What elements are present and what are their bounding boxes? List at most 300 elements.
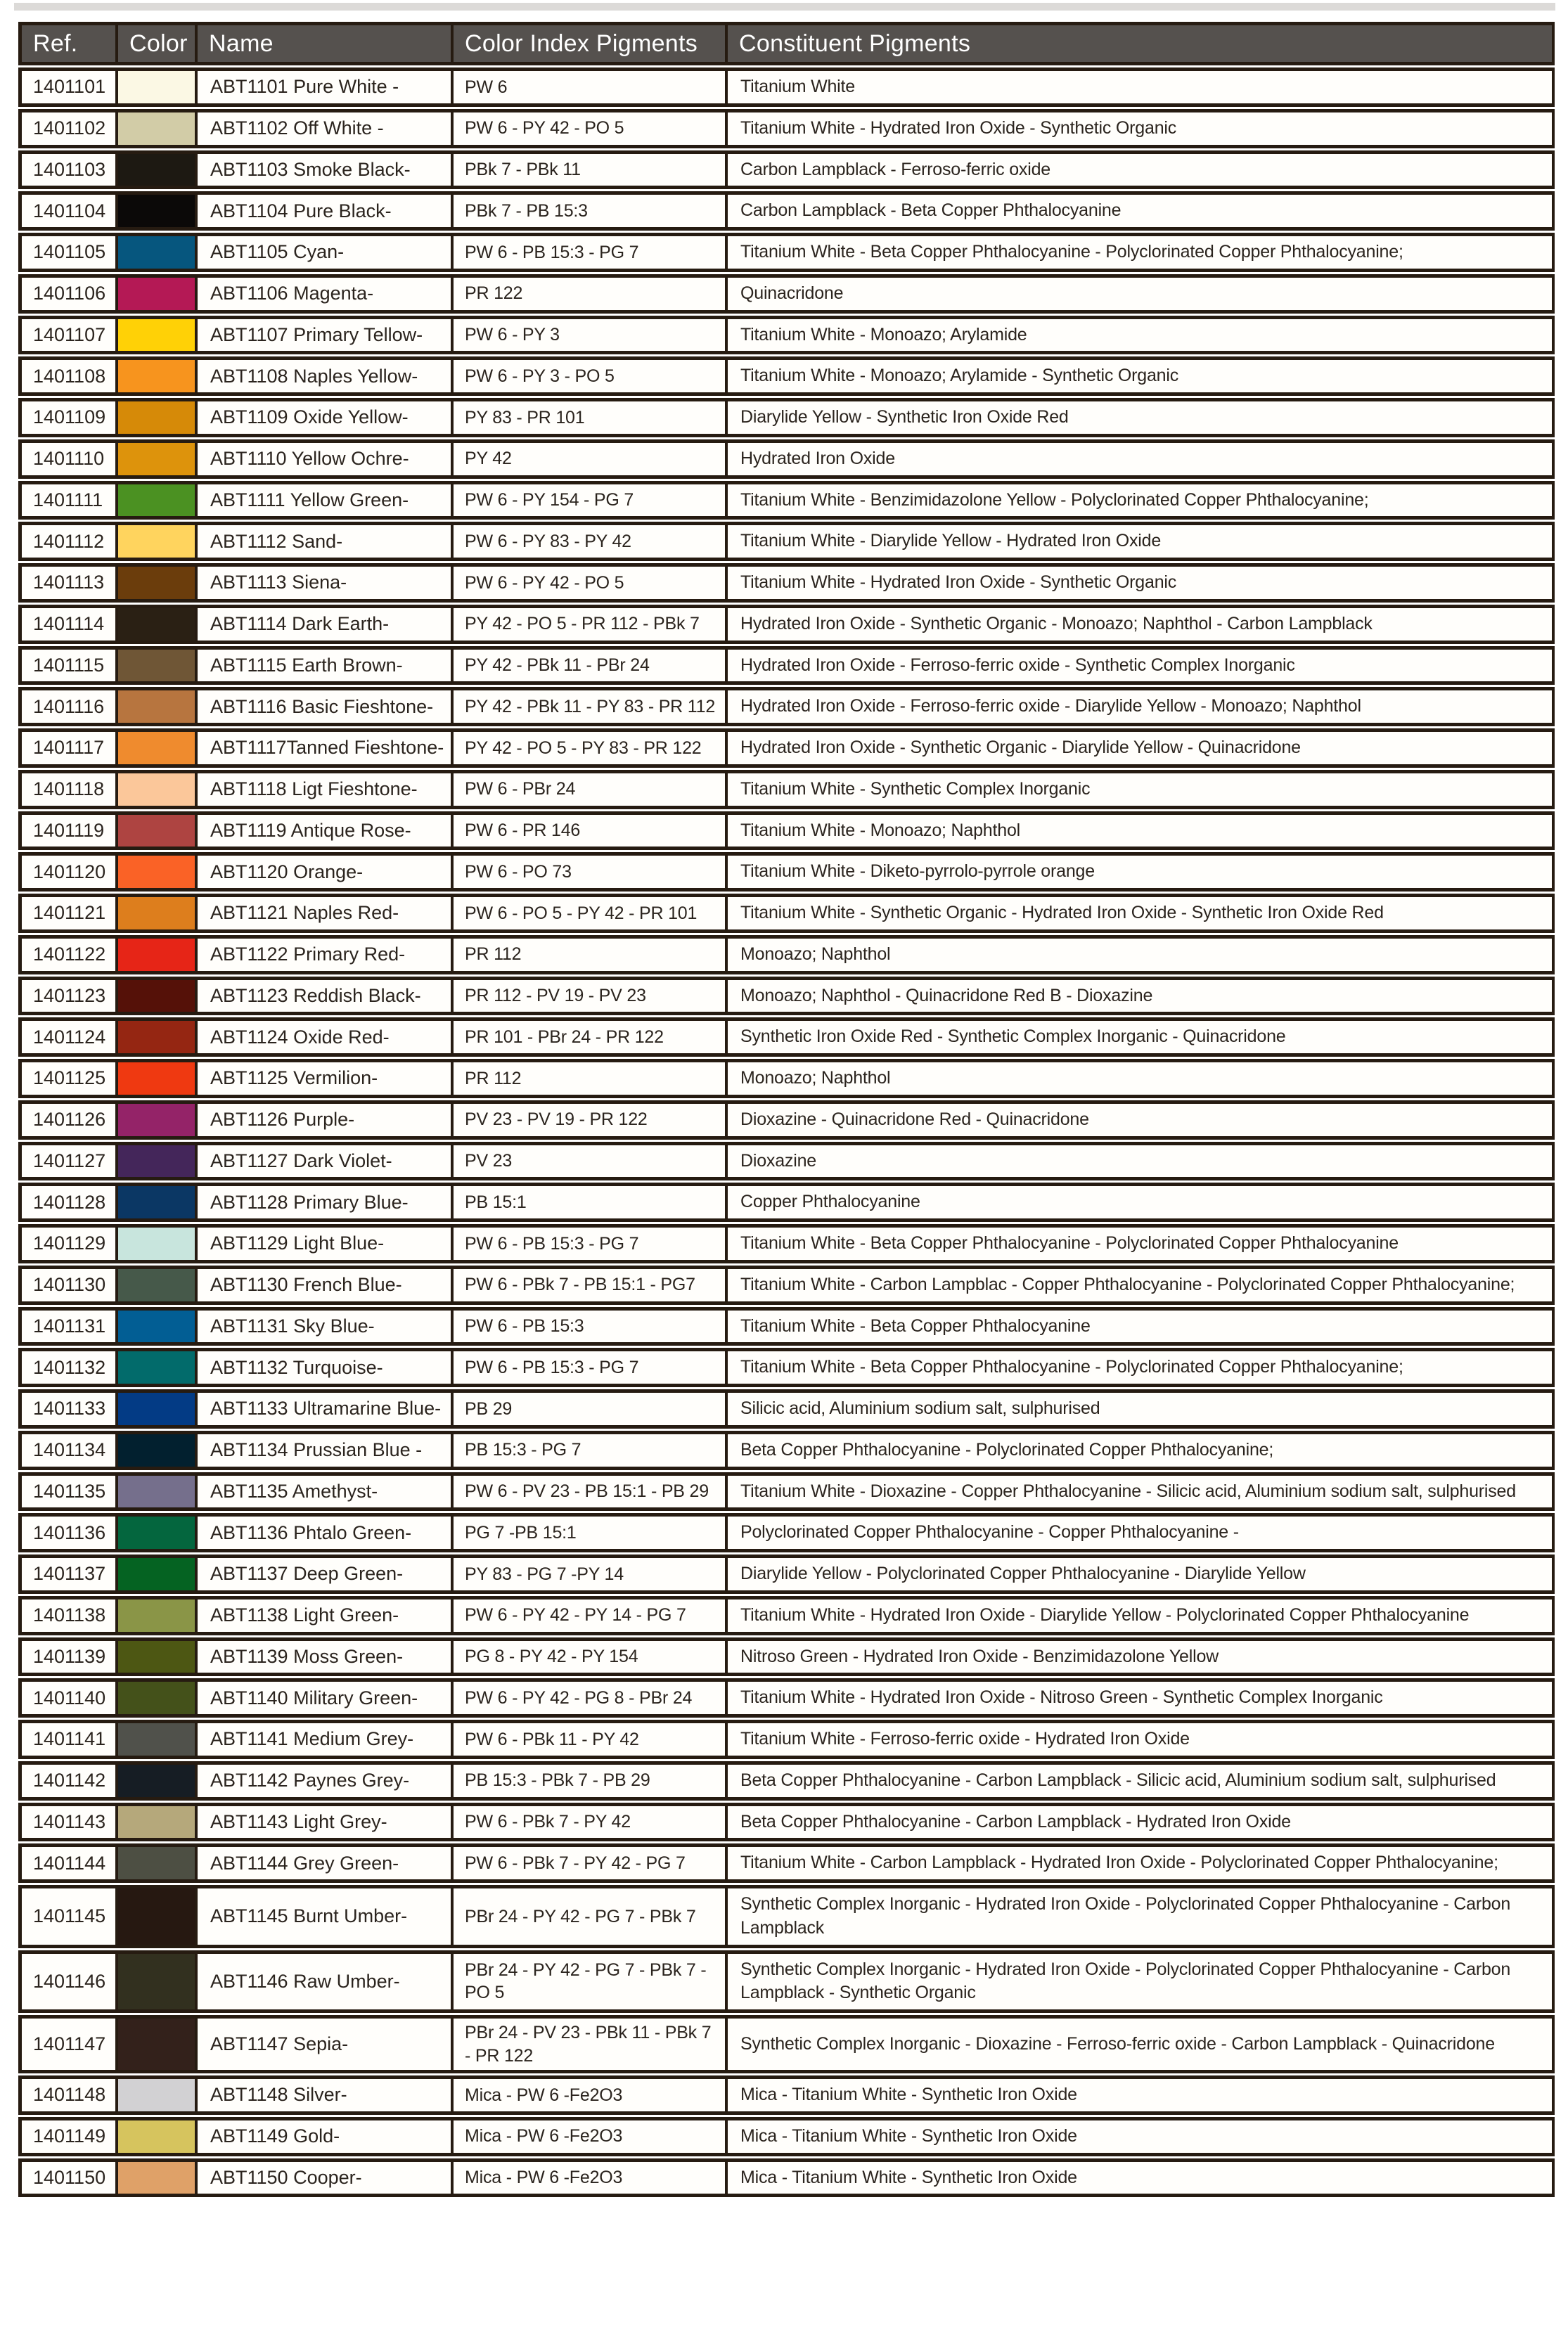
pigment-index-cell: PW 6 - PB 15:3 - PG 7 xyxy=(454,1224,728,1263)
pigment-index-cell: Mica - PW 6 -Fe2O3 xyxy=(454,2117,728,2156)
color-swatch xyxy=(118,1678,198,1718)
pigment-index-cell: PBk 7 - PBk 11 xyxy=(454,150,728,190)
table-row xyxy=(18,728,1555,768)
pigment-index-cell: PY 42 - PO 5 - PY 83 - PR 122 xyxy=(454,728,728,768)
ref-cell: 1401117 xyxy=(18,728,118,768)
pigment-index-cell: PBr 24 - PY 42 - PG 7 - PBk 7 xyxy=(454,1885,728,1948)
name-cell: ABT1125 Vermilion- xyxy=(198,1059,454,1098)
name-cell: ABT1139 Moss Green- xyxy=(198,1637,454,1677)
ref-cell: 1401150 xyxy=(18,2158,118,2198)
pigment-index-cell: PW 6 - PY 83 - PY 42 xyxy=(454,522,728,561)
name-cell: ABT1124 Oxide Red- xyxy=(198,1017,454,1057)
constituent-cell: Titanium White - Beta Copper Phthalocyanine - Polyclorinated Copper Phthalocyanine xyxy=(728,1224,1555,1263)
color-swatch xyxy=(118,1803,198,1842)
pigment-index-cell: PW 6 - PY 42 - PO 5 xyxy=(454,563,728,603)
pigment-index-cell: PW 6 - PBk 7 - PB 15:1 - PG7 xyxy=(454,1266,728,1305)
name-cell: ABT1148 Silver- xyxy=(198,2075,454,2115)
table-row xyxy=(18,1555,1555,1594)
pigment-index-cell: PW 6 - PY 3 xyxy=(454,316,728,355)
ref-cell: 1401114 xyxy=(18,605,118,644)
color-swatch xyxy=(118,191,198,231)
name-cell: ABT1141 Medium Grey- xyxy=(198,1720,454,1759)
pigment-index-cell: PY 42 xyxy=(454,439,728,479)
ref-cell: 1401144 xyxy=(18,1843,118,1883)
pigment-index-cell: Mica - PW 6 -Fe2O3 xyxy=(454,2075,728,2115)
constituent-cell: Hydrated Iron Oxide xyxy=(728,439,1555,479)
table-row xyxy=(18,1183,1555,1222)
name-cell: ABT1146 Raw Umber- xyxy=(198,1950,454,2014)
ref-cell: 1401138 xyxy=(18,1596,118,1635)
name-cell: ABT1121 Naples Red- xyxy=(198,894,454,933)
constituent-cell: Titanium White - Dioxazine - Copper Phthalocyanine - Silicic acid, Aluminium sodium salt, sulphurised xyxy=(728,1472,1555,1512)
constituent-cell: Titanium White - Benzimidazolone Yellow - Polyclorinated Copper Phthalocyanine; xyxy=(728,481,1555,520)
ref-cell: 1401106 xyxy=(18,274,118,314)
column-header-name: Name xyxy=(198,22,454,65)
constituent-cell: Hydrated Iron Oxide - Ferroso-ferric oxide - Diarylide Yellow - Monoazo; Naphthol xyxy=(728,687,1555,726)
name-cell: ABT1142 Paynes Grey- xyxy=(198,1761,454,1801)
color-swatch xyxy=(118,109,198,148)
name-cell: ABT1133 Ultramarine Blue- xyxy=(198,1389,454,1429)
column-header-color-index: Color Index Pigments xyxy=(454,22,728,65)
table-row xyxy=(18,1389,1555,1429)
ref-cell: 1401107 xyxy=(18,316,118,355)
table-row xyxy=(18,852,1555,892)
ref-cell: 1401125 xyxy=(18,1059,118,1098)
constituent-cell: Titanium White - Beta Copper Phthalocyanine - Polyclorinated Copper Phthalocyanine; xyxy=(728,233,1555,272)
pigment-index-cell: PW 6 - PY 3 - PO 5 xyxy=(454,356,728,396)
table-row xyxy=(18,1843,1555,1883)
color-swatch xyxy=(118,1017,198,1057)
constituent-cell: Copper Phthalocyanine xyxy=(728,1183,1555,1222)
color-swatch xyxy=(118,1100,198,1140)
name-cell: ABT1113 Siena- xyxy=(198,563,454,603)
color-swatch xyxy=(118,1142,198,1181)
ref-cell: 1401130 xyxy=(18,1266,118,1305)
color-swatch xyxy=(118,2117,198,2156)
constituent-cell: Carbon Lampblack - Beta Copper Phthalocyanine xyxy=(728,191,1555,231)
ref-cell: 1401127 xyxy=(18,1142,118,1181)
table-row xyxy=(18,1637,1555,1677)
table-row xyxy=(18,1348,1555,1387)
pigment-index-cell: PV 23 xyxy=(454,1142,728,1181)
column-header-color: Color xyxy=(118,22,198,65)
table-row xyxy=(18,1224,1555,1263)
name-cell: ABT1147 Sepia- xyxy=(198,2015,454,2073)
ref-cell: 1401129 xyxy=(18,1224,118,1263)
name-cell: ABT1106 Magenta- xyxy=(198,274,454,314)
constituent-cell: Hydrated Iron Oxide - Ferroso-ferric oxide - Synthetic Complex Inorganic xyxy=(728,646,1555,686)
name-cell: ABT1108 Naples Yellow- xyxy=(198,356,454,396)
table-row xyxy=(18,316,1555,355)
table-row xyxy=(18,233,1555,272)
name-cell: ABT1122 Primary Red- xyxy=(198,935,454,974)
name-cell: ABT1140 Military Green- xyxy=(198,1678,454,1718)
table-row xyxy=(18,1307,1555,1346)
name-cell: ABT1149 Gold- xyxy=(198,2117,454,2156)
name-cell: ABT1110 Yellow Ochre- xyxy=(198,439,454,479)
table-row xyxy=(18,1142,1555,1181)
ref-cell: 1401132 xyxy=(18,1348,118,1387)
color-swatch xyxy=(118,1183,198,1222)
constituent-cell: Carbon Lampblack - Ferroso-ferric oxide xyxy=(728,150,1555,190)
color-swatch xyxy=(118,274,198,314)
ref-cell: 1401122 xyxy=(18,935,118,974)
pigment-index-cell: PW 6 - PO 5 - PY 42 - PR 101 xyxy=(454,894,728,933)
constituent-cell: Titanium White - Diketo-pyrrolo-pyrrole orange xyxy=(728,852,1555,892)
constituent-cell: Titanium White - Beta Copper Phthalocyanine xyxy=(728,1307,1555,1346)
pigment-index-cell: PY 42 - PBk 11 - PBr 24 xyxy=(454,646,728,686)
table-row xyxy=(18,811,1555,851)
name-cell: ABT1107 Primary Tellow- xyxy=(198,316,454,355)
color-swatch xyxy=(118,1596,198,1635)
name-cell: ABT1136 Phtalo Green- xyxy=(198,1513,454,1552)
constituent-cell: Titanium White - Ferroso-ferric oxide - Hydrated Iron Oxide xyxy=(728,1720,1555,1759)
name-cell: ABT1127 Dark Violet- xyxy=(198,1142,454,1181)
pigment-index-cell: PW 6 - PB 15:3 - PG 7 xyxy=(454,1348,728,1387)
pigment-index-cell: PW 6 - PY 154 - PG 7 xyxy=(454,481,728,520)
pigment-index-cell: PBk 7 - PB 15:3 xyxy=(454,191,728,231)
constituent-cell: Titanium White - Monoazo; Arylamide xyxy=(728,316,1555,355)
ref-cell: 1401126 xyxy=(18,1100,118,1140)
table-row xyxy=(18,605,1555,644)
pigment-index-cell: PY 42 - PO 5 - PR 112 - PBk 7 xyxy=(454,605,728,644)
pigment-index-cell: PW 6 - PBk 11 - PY 42 xyxy=(454,1720,728,1759)
ref-cell: 1401141 xyxy=(18,1720,118,1759)
ref-cell: 1401133 xyxy=(18,1389,118,1429)
constituent-cell: Monoazo; Naphthol - Quinacridone Red B - Dioxazine xyxy=(728,977,1555,1016)
ref-cell: 1401121 xyxy=(18,894,118,933)
color-swatch xyxy=(118,1431,198,1470)
table-row xyxy=(18,1596,1555,1635)
ref-cell: 1401123 xyxy=(18,977,118,1016)
pigment-index-cell: PW 6 - PY 42 - PY 14 - PG 7 xyxy=(454,1596,728,1635)
page-top-edge-strip xyxy=(14,3,1555,11)
table-row xyxy=(18,274,1555,314)
pigment-index-cell: PY 83 - PR 101 xyxy=(454,398,728,437)
ref-cell: 1401119 xyxy=(18,811,118,851)
constituent-cell: Titanium White - Hydrated Iron Oxide - Nitroso Green - Synthetic Complex Inorganic xyxy=(728,1678,1555,1718)
ref-cell: 1401146 xyxy=(18,1950,118,2014)
color-swatch xyxy=(118,2158,198,2198)
ref-cell: 1401112 xyxy=(18,522,118,561)
ref-cell: 1401135 xyxy=(18,1472,118,1512)
table-row xyxy=(18,1885,1555,1948)
pigment-index-cell: PW 6 - PB 15:3 xyxy=(454,1307,728,1346)
color-swatch xyxy=(118,770,198,809)
color-swatch xyxy=(118,935,198,974)
table-row xyxy=(18,1761,1555,1801)
color-swatch xyxy=(118,1348,198,1387)
ref-cell: 1401115 xyxy=(18,646,118,686)
pigment-index-cell: PR 101 - PBr 24 - PR 122 xyxy=(454,1017,728,1057)
constituent-cell: Beta Copper Phthalocyanine - Polyclorinated Copper Phthalocyanine; xyxy=(728,1431,1555,1470)
table-row xyxy=(18,1720,1555,1759)
constituent-cell: Titanium White - Hydrated Iron Oxide - Diarylide Yellow - Polyclorinated Copper Phthalocyanine xyxy=(728,1596,1555,1635)
ref-cell: 1401118 xyxy=(18,770,118,809)
name-cell: ABT1145 Burnt Umber- xyxy=(198,1885,454,1948)
ref-cell: 1401120 xyxy=(18,852,118,892)
color-swatch xyxy=(118,1885,198,1948)
color-swatch xyxy=(118,67,198,107)
table-row xyxy=(18,1678,1555,1718)
constituent-cell: Titanium White - Hydrated Iron Oxide - Synthetic Organic xyxy=(728,563,1555,603)
ref-cell: 1401149 xyxy=(18,2117,118,2156)
pigment-index-cell: PB 29 xyxy=(454,1389,728,1429)
constituent-cell: Titanium White - Beta Copper Phthalocyanine - Polyclorinated Copper Phthalocyanine; xyxy=(728,1348,1555,1387)
color-swatch xyxy=(118,1720,198,1759)
color-swatch xyxy=(118,1307,198,1346)
table-row xyxy=(18,356,1555,396)
color-swatch xyxy=(118,2075,198,2115)
pigment-index-cell: PW 6 - PY 42 - PG 8 - PBr 24 xyxy=(454,1678,728,1718)
pigment-index-cell: PG 7 -PB 15:1 xyxy=(454,1513,728,1552)
color-swatch xyxy=(118,1555,198,1594)
color-swatch xyxy=(118,1950,198,2014)
color-swatch xyxy=(118,150,198,190)
name-cell: ABT1103 Smoke Black- xyxy=(198,150,454,190)
name-cell: ABT1129 Light Blue- xyxy=(198,1224,454,1263)
constituent-cell: Synthetic Complex Inorganic - Hydrated Iron Oxide - Polyclorinated Copper Phthalocyanine - Carbon Lampblack xyxy=(728,1885,1555,1948)
pigment-index-cell: PB 15:3 - PG 7 xyxy=(454,1431,728,1470)
color-swatch xyxy=(118,233,198,272)
table-row xyxy=(18,977,1555,1016)
pigment-index-cell: PW 6 - PBk 7 - PY 42 xyxy=(454,1803,728,1842)
color-swatch xyxy=(118,646,198,686)
color-swatch xyxy=(118,852,198,892)
table-row xyxy=(18,687,1555,726)
name-cell: ABT1128 Primary Blue- xyxy=(198,1183,454,1222)
color-swatch xyxy=(118,398,198,437)
ref-cell: 1401102 xyxy=(18,109,118,148)
table-row xyxy=(18,398,1555,437)
color-swatch xyxy=(118,687,198,726)
color-swatch xyxy=(118,481,198,520)
pigment-index-cell: PBr 24 - PV 23 - PBk 11 - PBk 7 - PR 122 xyxy=(454,2015,728,2073)
column-header-constituent: Constituent Pigments xyxy=(728,22,1555,65)
name-cell: ABT1132 Turquoise- xyxy=(198,1348,454,1387)
ref-cell: 1401116 xyxy=(18,687,118,726)
table-row xyxy=(18,770,1555,809)
pigment-index-cell: PY 83 - PG 7 -PY 14 xyxy=(454,1555,728,1594)
name-cell: ABT1109 Oxide Yellow- xyxy=(198,398,454,437)
name-cell: ABT1114 Dark Earth- xyxy=(198,605,454,644)
pigment-index-cell: Mica - PW 6 -Fe2O3 xyxy=(454,2158,728,2198)
color-swatch xyxy=(118,1637,198,1677)
table-row xyxy=(18,522,1555,561)
table-row xyxy=(18,1950,1555,2014)
table-row xyxy=(18,1472,1555,1512)
table-row xyxy=(18,109,1555,148)
ref-cell: 1401103 xyxy=(18,150,118,190)
constituent-cell: Dioxazine - Quinacridone Red - Quinacridone xyxy=(728,1100,1555,1140)
ref-cell: 1401140 xyxy=(18,1678,118,1718)
pigment-index-cell: PW 6 - PBk 7 - PY 42 - PG 7 xyxy=(454,1843,728,1883)
name-cell: ABT1116 Basic Fieshtone- xyxy=(198,687,454,726)
color-swatch xyxy=(118,977,198,1016)
table-row xyxy=(18,2015,1555,2073)
ref-cell: 1401108 xyxy=(18,356,118,396)
table-row xyxy=(18,191,1555,231)
table-body xyxy=(18,67,1555,2197)
name-cell: ABT1111 Yellow Green- xyxy=(198,481,454,520)
column-header-ref: Ref. xyxy=(18,22,118,65)
ref-cell: 1401113 xyxy=(18,563,118,603)
name-cell: ABT1150 Cooper- xyxy=(198,2158,454,2198)
table-header xyxy=(18,22,1555,65)
constituent-cell: Titanium White - Monoazo; Naphthol xyxy=(728,811,1555,851)
ref-cell: 1401134 xyxy=(18,1431,118,1470)
constituent-cell: Monoazo; Naphthol xyxy=(728,1059,1555,1098)
constituent-cell: Diarylide Yellow - Synthetic Iron Oxide Red xyxy=(728,398,1555,437)
constituent-cell: Titanium White - Carbon Lampblack - Hydrated Iron Oxide - Polyclorinated Copper Phthalocyanine; xyxy=(728,1843,1555,1883)
name-cell: ABT1144 Grey Green- xyxy=(198,1843,454,1883)
constituent-cell: Synthetic Complex Inorganic - Hydrated Iron Oxide - Polyclorinated Copper Phthalocyanine - Carbon Lampblack - Synthetic Organic xyxy=(728,1950,1555,2014)
color-swatch xyxy=(118,2015,198,2073)
color-swatch xyxy=(118,522,198,561)
pigment-index-cell: PR 112 - PV 19 - PV 23 xyxy=(454,977,728,1016)
pigment-index-cell: PB 15:3 - PBk 7 - PB 29 xyxy=(454,1761,728,1801)
ref-cell: 1401137 xyxy=(18,1555,118,1594)
ref-cell: 1401142 xyxy=(18,1761,118,1801)
header-row xyxy=(18,22,1555,65)
name-cell: ABT1123 Reddish Black- xyxy=(198,977,454,1016)
constituent-cell: Silicic acid, Aluminium sodium salt, sulphurised xyxy=(728,1389,1555,1429)
color-swatch xyxy=(118,1513,198,1552)
pigment-index-cell: PY 42 - PBk 11 - PY 83 - PR 112 xyxy=(454,687,728,726)
table-row xyxy=(18,646,1555,686)
ref-cell: 1401101 xyxy=(18,67,118,107)
table-row xyxy=(18,563,1555,603)
pigment-index-cell: PW 6 - PB 15:3 - PG 7 xyxy=(454,233,728,272)
name-cell: ABT1105 Cyan- xyxy=(198,233,454,272)
constituent-cell: Hydrated Iron Oxide - Synthetic Organic - Diarylide Yellow - Quinacridone xyxy=(728,728,1555,768)
ref-cell: 1401136 xyxy=(18,1513,118,1552)
table-row xyxy=(18,1431,1555,1470)
table-row xyxy=(18,1059,1555,1098)
constituent-cell: Titanium White - Synthetic Complex Inorganic xyxy=(728,770,1555,809)
name-cell: ABT1112 Sand- xyxy=(198,522,454,561)
table-row xyxy=(18,1803,1555,1842)
table-row xyxy=(18,67,1555,107)
ref-cell: 1401131 xyxy=(18,1307,118,1346)
constituent-cell: Dioxazine xyxy=(728,1142,1555,1181)
name-cell: ABT1134 Prussian Blue - xyxy=(198,1431,454,1470)
constituent-cell: Synthetic Iron Oxide Red - Synthetic Complex Inorganic - Quinacridone xyxy=(728,1017,1555,1057)
ref-cell: 1401128 xyxy=(18,1183,118,1222)
constituent-cell: Monoazo; Naphthol xyxy=(728,935,1555,974)
ref-cell: 1401124 xyxy=(18,1017,118,1057)
ref-cell: 1401109 xyxy=(18,398,118,437)
name-cell: ABT1101 Pure White - xyxy=(198,67,454,107)
constituent-cell: Diarylide Yellow - Polyclorinated Copper Phthalocyanine - Diarylide Yellow xyxy=(728,1555,1555,1594)
name-cell: ABT1120 Orange- xyxy=(198,852,454,892)
pigment-index-cell: PW 6 - PO 73 xyxy=(454,852,728,892)
name-cell: ABT1126 Purple- xyxy=(198,1100,454,1140)
table-row xyxy=(18,1266,1555,1305)
table-row xyxy=(18,935,1555,974)
constituent-cell: Titanium White - Diarylide Yellow - Hydrated Iron Oxide xyxy=(728,522,1555,561)
ref-cell: 1401145 xyxy=(18,1885,118,1948)
constituent-cell: Titanium White - Carbon Lampblac - Copper Phthalocyanine - Polyclorinated Copper Phthalocyanine; xyxy=(728,1266,1555,1305)
name-cell: ABT1137 Deep Green- xyxy=(198,1555,454,1594)
color-swatch xyxy=(118,605,198,644)
constituent-cell: Mica - Titanium White - Synthetic Iron Oxide xyxy=(728,2117,1555,2156)
constituent-cell: Hydrated Iron Oxide - Synthetic Organic - Monoazo; Naphthol - Carbon Lampblack xyxy=(728,605,1555,644)
pigment-index-cell: PW 6 - PR 146 xyxy=(454,811,728,851)
constituent-cell: Titanium White xyxy=(728,67,1555,107)
ref-cell: 1401147 xyxy=(18,2015,118,2073)
name-cell: ABT1143 Light Grey- xyxy=(198,1803,454,1842)
constituent-cell: Beta Copper Phthalocyanine - Carbon Lampblack - Silicic acid, Aluminium sodium salt, sulphurised xyxy=(728,1761,1555,1801)
pigment-index-cell: PW 6 xyxy=(454,67,728,107)
pigment-table-container xyxy=(18,20,1555,2199)
name-cell: ABT1130 French Blue- xyxy=(198,1266,454,1305)
name-cell: ABT1131 Sky Blue- xyxy=(198,1307,454,1346)
name-cell: ABT1119 Antique Rose- xyxy=(198,811,454,851)
ref-cell: 1401104 xyxy=(18,191,118,231)
name-cell: ABT1104 Pure Black- xyxy=(198,191,454,231)
color-swatch xyxy=(118,894,198,933)
constituent-cell: Titanium White - Synthetic Organic - Hydrated Iron Oxide - Synthetic Iron Oxide Red xyxy=(728,894,1555,933)
name-cell: ABT1102 Off White - xyxy=(198,109,454,148)
pigment-index-cell: PW 6 - PBr 24 xyxy=(454,770,728,809)
table-row xyxy=(18,1513,1555,1552)
table-row xyxy=(18,1100,1555,1140)
pigment-index-cell: PW 6 - PV 23 - PB 15:1 - PB 29 xyxy=(454,1472,728,1512)
pigment-index-cell: PG 8 - PY 42 - PY 154 xyxy=(454,1637,728,1677)
ref-cell: 1401139 xyxy=(18,1637,118,1677)
color-swatch xyxy=(118,1843,198,1883)
color-swatch xyxy=(118,356,198,396)
ref-cell: 1401143 xyxy=(18,1803,118,1842)
color-swatch xyxy=(118,728,198,768)
color-swatch xyxy=(118,1224,198,1263)
constituent-cell: Titanium White - Monoazo; Arylamide - Synthetic Organic xyxy=(728,356,1555,396)
color-swatch xyxy=(118,1761,198,1801)
pigment-index-cell: PV 23 - PV 19 - PR 122 xyxy=(454,1100,728,1140)
constituent-cell: Quinacridone xyxy=(728,274,1555,314)
color-swatch xyxy=(118,316,198,355)
name-cell: ABT1115 Earth Brown- xyxy=(198,646,454,686)
name-cell: ABT1135 Amethyst- xyxy=(198,1472,454,1512)
name-cell: ABT1117Tanned Fieshtone- xyxy=(198,728,454,768)
pigment-index-cell: PBr 24 - PY 42 - PG 7 - PBk 7 - PO 5 xyxy=(454,1950,728,2014)
name-cell: ABT1138 Light Green- xyxy=(198,1596,454,1635)
table-row xyxy=(18,2117,1555,2156)
pigment-index-cell: PR 122 xyxy=(454,274,728,314)
table-row xyxy=(18,2075,1555,2115)
constituent-cell: Titanium White - Hydrated Iron Oxide - Synthetic Organic xyxy=(728,109,1555,148)
pigment-index-cell: PW 6 - PY 42 - PO 5 xyxy=(454,109,728,148)
constituent-cell: Synthetic Complex Inorganic - Dioxazine - Ferroso-ferric oxide - Carbon Lampblack - Quinacridone xyxy=(728,2015,1555,2073)
table-row xyxy=(18,1017,1555,1057)
color-swatch xyxy=(118,439,198,479)
pigment-table xyxy=(18,20,1555,2199)
ref-cell: 1401110 xyxy=(18,439,118,479)
pigment-index-cell: PR 112 xyxy=(454,1059,728,1098)
color-swatch xyxy=(118,811,198,851)
table-row xyxy=(18,150,1555,190)
ref-cell: 1401105 xyxy=(18,233,118,272)
color-swatch xyxy=(118,1059,198,1098)
pigment-index-cell: PR 112 xyxy=(454,935,728,974)
constituent-cell: Mica - Titanium White - Synthetic Iron Oxide xyxy=(728,2158,1555,2198)
constituent-cell: Nitroso Green - Hydrated Iron Oxide - Benzimidazolone Yellow xyxy=(728,1637,1555,1677)
color-swatch xyxy=(118,563,198,603)
constituent-cell: Mica - Titanium White - Synthetic Iron Oxide xyxy=(728,2075,1555,2115)
table-row xyxy=(18,439,1555,479)
constituent-cell: Beta Copper Phthalocyanine - Carbon Lampblack - Hydrated Iron Oxide xyxy=(728,1803,1555,1842)
